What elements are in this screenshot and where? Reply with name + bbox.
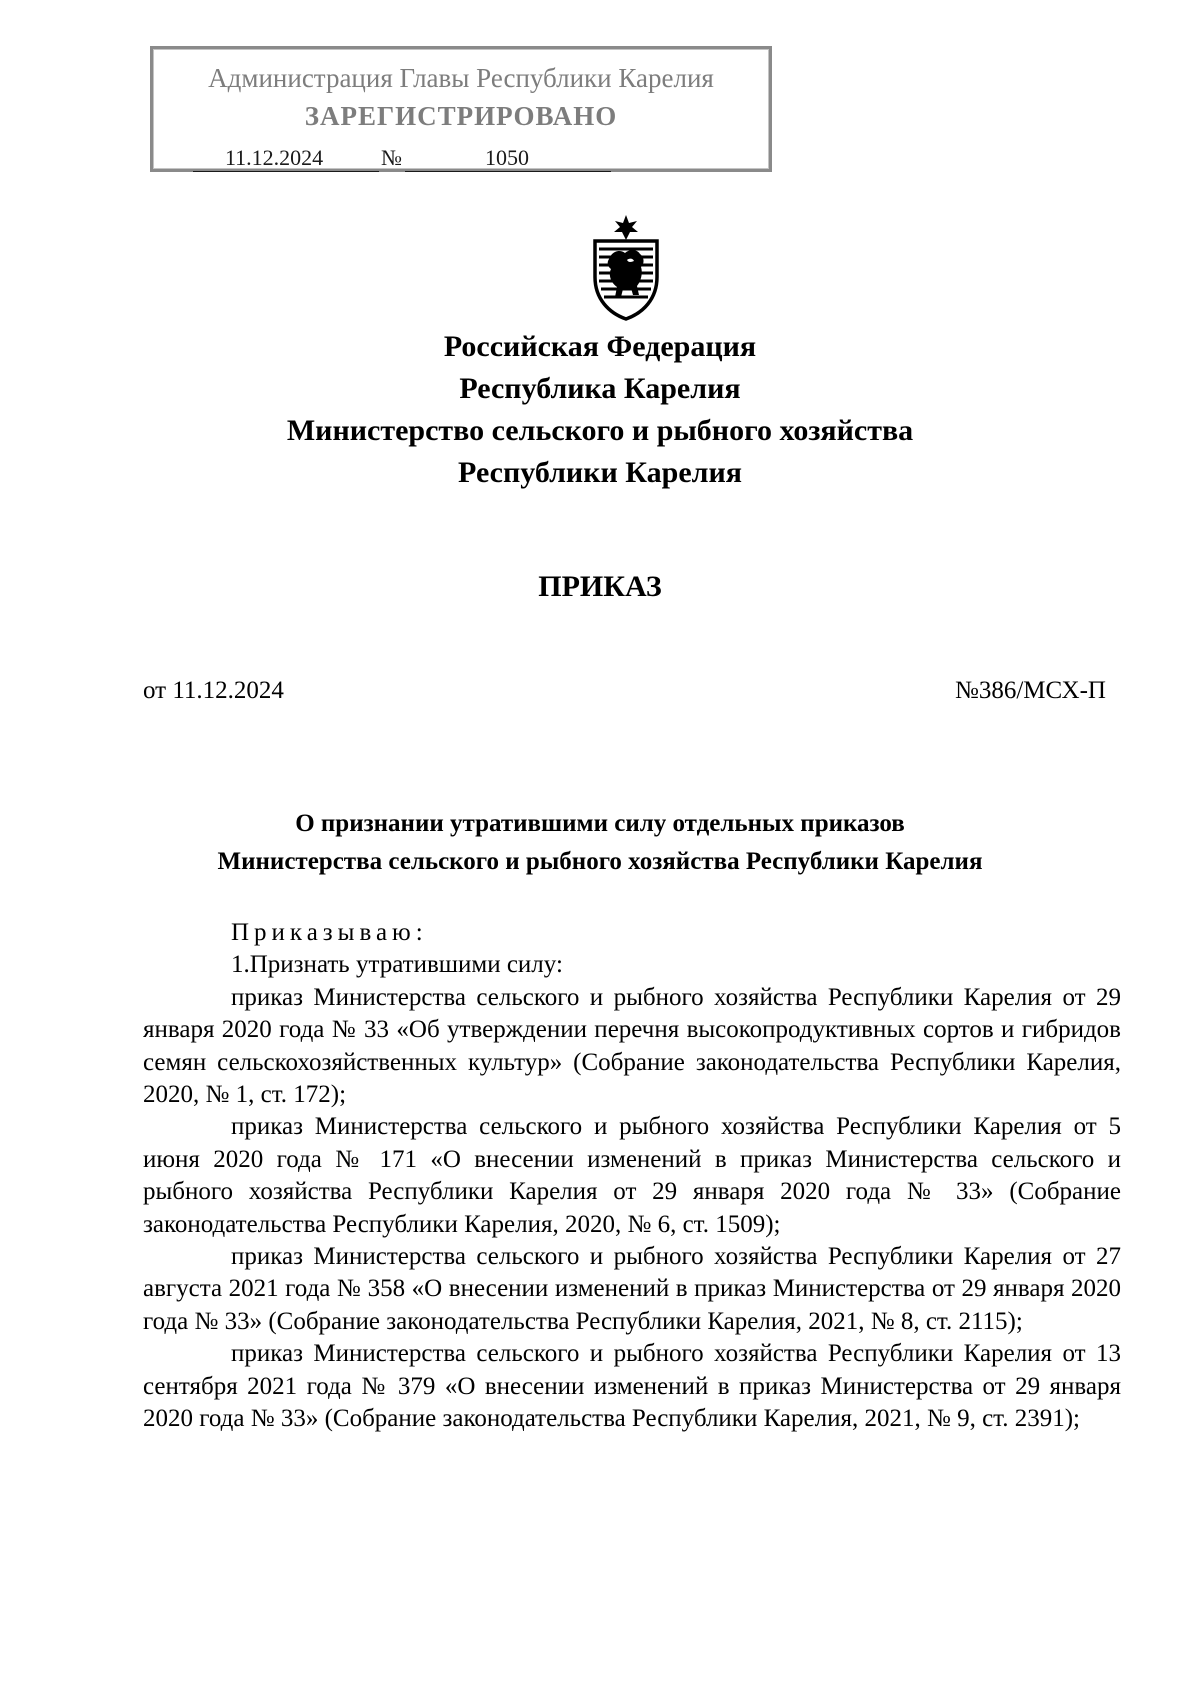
header-ministry-region: Республики Карелия: [458, 456, 742, 489]
subject-line-2: Министерства сельского и рыбного хозяйства Республики Карелия: [217, 848, 983, 875]
subject-line-1: О признании утратившими силу отдельных приказов: [295, 810, 905, 837]
order-title: ПРИКАЗ: [538, 570, 662, 603]
revoked-order-item: приказ Министерства сельского и рыбного хозяйства Республики Карелия от 13 сентября 2021 года № 379 «О внесении изменений в приказ Министерства от 29 января 2020 года № 33» (Собрание законодательства Республики Карелия, 2021, № 9, ст. 2391);: [143, 1340, 1121, 1433]
order-date: от 11.12.2024: [143, 677, 284, 704]
order-body: [143, 917, 1121, 1436]
order-number: №386/МСХ-П: [955, 677, 1106, 704]
header-country: Российская Федерация: [443, 330, 757, 363]
stamp-organization: Администрация Главы Республики Карелия: [208, 63, 714, 93]
registration-stamp: [150, 46, 772, 172]
header-ministry: Министерство сельского и рыбного хозяйства: [286, 414, 914, 447]
header-republic: Республика Карелия: [459, 372, 741, 405]
stamp-number-sign: №: [381, 145, 402, 170]
directive: Приказываю:: [231, 919, 428, 946]
revoked-order-item: приказ Министерства сельского и рыбного хозяйства Республики Карелия от 5 июня 2020 года № 171 «О внесении изменений в приказ Министерства сельского и рыбного хозяйства Республики Карелия от 29 января 2020 года № 33» (Собрание законодательства Республики Карелия, 2020, № 6, ст. 1509);: [143, 1113, 1121, 1238]
revoked-order-item: приказ Министерства сельского и рыбного хозяйства Республики Карелия от 29 января 2020 года № 33 «Об утверждении перечня высокопродуктивных сортов и гибридов семян сельскохозяйственных культур» (Собрание законодательства Республики Карелия, 2020, № 1, ст. 172);: [143, 983, 1121, 1109]
stamp-number: 1050: [485, 145, 529, 170]
point-1: 1.Признать утратившими силу:: [231, 951, 563, 979]
karelia-coat-of-arms-icon: [587, 213, 665, 321]
stamp-date-underline: [193, 171, 379, 172]
stamp-number-underline: [405, 171, 611, 172]
stamp-status: ЗАРЕГИСТРИРОВАНО: [304, 101, 618, 131]
revoked-order-item: приказ Министерства сельского и рыбного хозяйства Республики Карелия от 27 августа 2021 года № 358 «О внесении изменений в приказ Министерства от 29 января 2020 года № 33» (Собрание законодательства Республики Карелия, 2021, № 8, ст. 2115);: [143, 1243, 1121, 1335]
stamp-date: 11.12.2024: [225, 145, 324, 170]
